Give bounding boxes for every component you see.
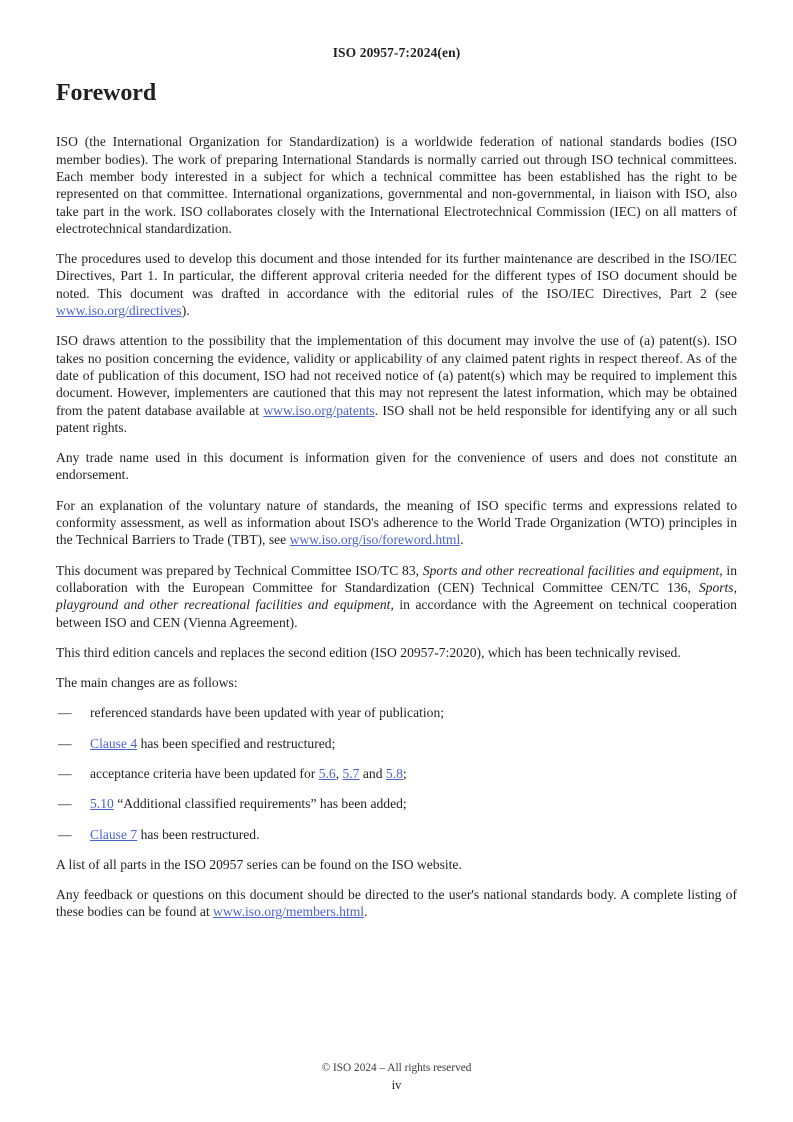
page-title: Foreword <box>56 80 157 106</box>
link-iso-members[interactable]: www.iso.org/members.html <box>213 904 365 920</box>
list-item-link-clause-7[interactable]: Clause 7 <box>90 826 138 842</box>
list-item-link-5-7[interactable]: 5.7 <box>342 766 360 781</box>
list-item <box>56 826 737 843</box>
paragraph-procedures <box>56 250 737 319</box>
paragraph-feedback-text-before: Any feedback or questions on this document should be directed to the user's national standards body. A complete listing of these bodies can be found at <box>56 887 737 920</box>
list-item <box>56 735 737 752</box>
link-iso-directives[interactable]: www.iso.org/directives <box>56 303 182 319</box>
copyright-notice: © ISO 2024 – All rights reserved <box>321 1062 472 1074</box>
tc-text-part-1: This document was prepared by Technical Committee ISO/TC 83, <box>56 562 423 578</box>
paragraph-patents <box>56 332 737 436</box>
tc-text-part-3: in accordance with the Agreement on technical cooperation between ISO and CEN (Vienna Agreement). <box>56 597 737 630</box>
paragraph-procedures-text-before: The procedures used to develop this document and those intended for its further maintenance are described in the ISO/IEC Directives, Part 1. In particular, the different approval criteria needed for the different types of ISO document should be noted. This document was drafted in accordance with the editorial rules of the ISO/IEC Directives, Part 2 (see <box>56 251 737 301</box>
list-bullet-dash: — <box>58 705 72 721</box>
list-item-link-5-10[interactable]: 5.10 <box>90 796 114 812</box>
list-item-text-mid: “Additional classified requirements” has been added; <box>113 796 407 812</box>
list-item-text-mid-2: and <box>359 766 386 781</box>
paragraph-voluntary-text-before: For an explanation of the voluntary nature of standards, the meaning of ISO specific terms and expressions related to conformity assessment, as well as information about ISO's adherence to the World Trade Organization (WTO) principles in the Technical Barriers to Trade (TBT), see <box>56 497 737 548</box>
paragraph-voluntary-text-after: . <box>460 532 464 548</box>
list-bullet-dash: — <box>58 735 72 751</box>
list-item-text-mid: has been restructured. <box>137 826 260 842</box>
tc-title-cen: Sports, playground and other recreational facilities and equipment, <box>56 579 737 613</box>
paragraph-iso-description: ISO (the International Organization for Standardization) is a worldwide federation of national standards bodies (ISO member bodies). The work of preparing International Standards is normally carried out through ISO technical committees. Each member body interested in a subject for which a technical committee has been established has the right to be represented on that committee. International organizations, governmental and non-governmental, in liaison with ISO, also take part in the work. ISO collaborates closely with the International Electrotechnical Commission (IEC) on all matters of electrotechnical standardization. <box>56 134 737 236</box>
paragraph-procedures-text-after: ). <box>181 303 190 319</box>
list-item-text-mid: , <box>335 766 343 781</box>
paragraph-feedback-text-after: . <box>364 904 368 920</box>
list-item-text-before: referenced standards have been updated with year of publication; <box>90 705 445 721</box>
list-item <box>56 704 737 721</box>
page-content <box>56 80 737 934</box>
link-iso-foreword[interactable]: www.iso.org/iso/foreword.html <box>289 532 461 548</box>
list-bullet-dash: — <box>58 796 72 812</box>
list-item-text-mid: has been specified and restructured; <box>137 735 336 751</box>
list-item-link-5-8[interactable]: 5.8 <box>385 766 403 781</box>
tc-title-iso: Sports and other recreational facilities and equipment <box>422 562 720 578</box>
tc-text-part-2: , in collaboration with the European Committee for Standardization (CEN) Technical Committee CEN/TC 136, <box>56 562 737 595</box>
list-item-text-after: ; <box>402 766 407 781</box>
link-iso-patents[interactable]: www.iso.org/patents <box>263 402 375 418</box>
list-item-link-5-6[interactable]: 5.6 <box>318 766 336 781</box>
paragraph-patents-text-before: ISO draws attention to the possibility that the implementation of this document may involve the use of (a) patent(s). ISO takes no position concerning the evidence, validity or applicability of any claimed patent rights in respect thereof. As of the date of publication of this document, ISO had not received notice of (a) patent(s) which may be required to implement this document. However, implementers are cautioned that this may not represent the latest information, which may be obtained from the patent database available at <box>56 333 737 418</box>
list-item <box>56 795 737 812</box>
paragraph-trade-name: Any trade name used in this document is information given for the convenience of users and does not constitute an endorsement. <box>56 450 737 483</box>
list-item <box>56 765 737 782</box>
list-bullet-dash: — <box>58 766 72 781</box>
running-head: ISO 20957-7:2024(en) <box>332 45 461 60</box>
paragraph-parts-list: A list of all parts in the ISO 20957 series can be found on the ISO website. <box>56 856 462 872</box>
paragraph-main-changes-intro: The main changes are as follows: <box>56 675 238 691</box>
page-footer <box>0 1061 793 1094</box>
list-item-text-before: acceptance criteria have been updated for <box>90 766 319 781</box>
paragraph-patents-text-after: . ISO shall not be held responsible for identifying any or all such patent rights. <box>56 402 737 435</box>
change-list <box>56 704 737 842</box>
list-bullet-dash: — <box>58 826 72 842</box>
paragraph-voluntary-nature <box>56 497 737 549</box>
list-item-link-clause-4[interactable]: Clause 4 <box>90 735 138 751</box>
paragraph-technical-committee <box>56 562 737 631</box>
paragraph-edition-note: This third edition cancels and replaces the second edition (ISO 20957-7:2020), which has been technically revised. <box>56 644 681 660</box>
page-number: iv <box>391 1078 402 1092</box>
paragraph-feedback <box>56 886 737 921</box>
